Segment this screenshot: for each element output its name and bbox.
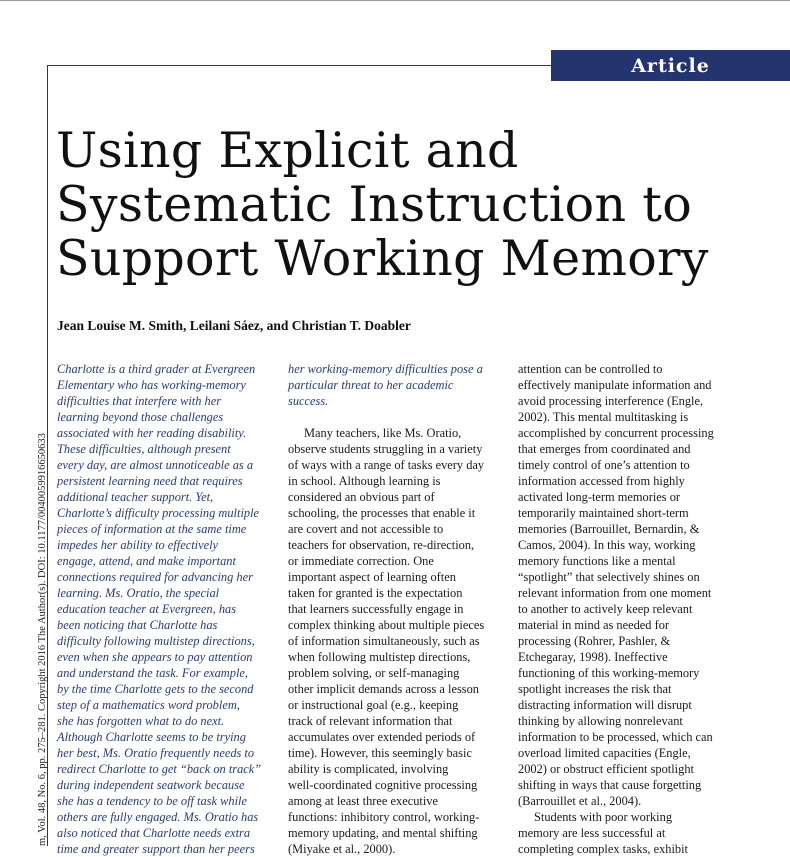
text-line: activated long-term memories or (518, 490, 681, 504)
text-line: impedes her ability to effectively (57, 538, 219, 552)
text-line: Charlotte is a third grader at Evergreen (57, 362, 256, 376)
text-line: material in mind as needed for (518, 618, 670, 632)
text-line: Although Charlotte seems to be trying (57, 730, 246, 744)
text-line: accomplished by concurrent processing (518, 426, 714, 440)
text-line: to another to actively keep relevant (518, 602, 693, 616)
text-line: among at least three executive (288, 794, 438, 808)
body-paragraph (288, 425, 500, 857)
text-line: also noticed that Charlotte needs extra (57, 826, 251, 840)
text-line: processing (Rohrer, Pashler, & (518, 634, 671, 648)
text-line: Elementary who has working-memory (57, 378, 246, 392)
text-line: (Barrouillet et al., 2004). (518, 794, 642, 808)
text-line: track of relevant information that (288, 714, 453, 728)
body-paragraph (518, 809, 730, 857)
text-line: These difficulties, although present (57, 442, 231, 456)
text-line: been noticing that Charlotte has (57, 618, 218, 632)
text-line: information to be processed, which can (518, 730, 713, 744)
body-paragraph (518, 361, 730, 809)
text-line: and understand the task. For example, (57, 666, 248, 680)
text-line: functions: inhibitory control, working- (288, 810, 480, 824)
text-line: by the time Charlotte gets to the second (57, 682, 254, 696)
text-line: connections required for advancing her (57, 570, 253, 584)
text-line: Camos, 2004). In this way, working (518, 538, 696, 552)
text-line: Etchegaray, 1998). Ineffective (518, 650, 668, 664)
text-line: she has forgotten what to do next. (57, 714, 225, 728)
title-line: Support Working Memory (56, 230, 709, 287)
text-line: Many teachers, like Ms. Oratio, (304, 426, 462, 440)
text-line: learning beyond those challenges (57, 410, 224, 424)
text-line: education teacher at Evergreen, has (57, 602, 237, 616)
text-line: overload limited capacities (Engle, (518, 746, 691, 760)
title-line: Systematic Instruction to (56, 176, 693, 233)
text-line: relevant information from one moment (518, 586, 712, 600)
text-line: that emerges from coordinated and (518, 442, 691, 456)
title-line: Using Explicit and (56, 122, 519, 179)
top-border (0, 0, 790, 1)
text-line: schooling, the processes that enable it (288, 506, 476, 520)
text-line: teachers for observation, re-direction, (288, 538, 475, 552)
text-line: 2002) or obstruct efficient spotlight (518, 762, 694, 776)
text-line: attention can be controlled to (518, 362, 663, 376)
column-2 (288, 361, 500, 857)
column-3 (518, 361, 730, 857)
text-line: time and greater support than her peers (57, 842, 255, 856)
frame-top-line (47, 65, 551, 66)
text-line: distracting information will disrupt (518, 698, 692, 712)
text-line: every day, are almost unnoticeable as a (57, 458, 254, 472)
text-line: even when she appears to pay attention (57, 650, 253, 664)
text-line: taken for granted is the expectation (288, 586, 463, 600)
column-1-intro-vignette (57, 361, 269, 857)
text-line: well-coordinated cognitive processing (288, 778, 478, 792)
text-line: or instructional goal (e.g., keeping (288, 698, 459, 712)
text-line: effectively manipulate information and (518, 378, 712, 392)
text-line: timely control of one’s attention to (518, 458, 690, 472)
text-line: Students with poor working (534, 810, 673, 824)
text-line: engage, attend, and make important (57, 554, 236, 568)
article-section-label: Article (631, 54, 710, 77)
author-list: Jean Louise M. Smith, Leilani Sáez, and Christian T. Doabler (57, 318, 411, 333)
text-line: learning. Ms. Oratio, the special (57, 586, 220, 600)
text-line: (Miyake et al., 2000). (288, 842, 396, 856)
text-line: accumulates over extended periods of (288, 730, 476, 744)
text-line: of information simultaneously, such as (288, 634, 480, 648)
text-line: ability is complicated, involving (288, 762, 449, 776)
text-line: success. (288, 394, 329, 408)
text-line: time). However, this seemingly basic (288, 746, 472, 760)
text-line: important aspect of learning often (288, 570, 456, 584)
journal-citation-note: m, Vol. 48, No. 6, pp. 275–281. Copyright 2016 The Author(s). DOI: 10.1177/0040059916650633 (37, 433, 48, 846)
text-line: “spotlight” that selectively shines on (518, 570, 700, 584)
text-line: that learners successfully engage in (288, 602, 464, 616)
text-line: particular threat to her academic (288, 378, 454, 392)
text-line: when following multistep directions, (288, 650, 471, 664)
text-line: persistent learning need that requires (57, 474, 243, 488)
text-line: complex thinking about multiple pieces (288, 618, 485, 632)
text-line: considered an obvious part of (288, 490, 435, 504)
text-line: functioning of this working-memory (518, 666, 700, 680)
text-line: completing complex tasks, exhibit (518, 842, 688, 856)
text-line: of ways with a range of tasks every day (288, 458, 485, 472)
vignette-continuation (288, 361, 500, 409)
text-line: associated with her reading disability. (57, 426, 247, 440)
text-line: problem solving, or self-managing (288, 666, 460, 680)
text-line: 2002). This mental multitasking is (518, 410, 689, 424)
text-line: she has a tendency to be off task while (57, 794, 247, 808)
text-line: pieces of information at the same time (57, 522, 247, 536)
text-line: her best, Ms. Oratio frequently needs to (57, 746, 255, 760)
text-line: memory functions like a mental (518, 554, 676, 568)
text-line: information accessed from highly (518, 474, 685, 488)
text-line: her working-memory difficulties pose a (288, 362, 483, 376)
text-line: others are fully engaged. Ms. Oratio has (57, 810, 259, 824)
text-line: in school. Although learning is (288, 474, 441, 488)
text-line: memory updating, and mental shifting (288, 826, 478, 840)
text-line: memory are less successful at (518, 826, 666, 840)
text-line: difficulty following multistep directions, (57, 634, 255, 648)
text-line: during independent seatwork because (57, 778, 245, 792)
text-line: Charlotte’s difficulty processing multiple (57, 506, 260, 520)
text-line: memories (Barrouillet, Bernardin, & (518, 522, 700, 536)
text-line: temporarily maintained short-term (518, 506, 689, 520)
text-line: difficulties that interfere with her (57, 394, 222, 408)
text-line: additional teacher support. Yet, (57, 490, 214, 504)
text-line: spotlight increases the risk that (518, 682, 672, 696)
article-title (56, 124, 709, 286)
article-section-tab (551, 50, 790, 81)
text-line: other implicit demands across a lesson (288, 682, 479, 696)
text-line: are covert and not accessible to (288, 522, 444, 536)
text-line: step of a mathematics word problem, (57, 698, 240, 712)
text-line: avoid processing interference (Engle, (518, 394, 704, 408)
text-line: or immediate correction. One (288, 554, 434, 568)
text-line: observe students struggling in a variety (288, 442, 483, 456)
text-line: thinking by allowing nonrelevant (518, 714, 683, 728)
text-line: shifting in ways that cause forgetting (518, 778, 702, 792)
text-line: redirect Charlotte to get “back on track” (57, 762, 262, 776)
